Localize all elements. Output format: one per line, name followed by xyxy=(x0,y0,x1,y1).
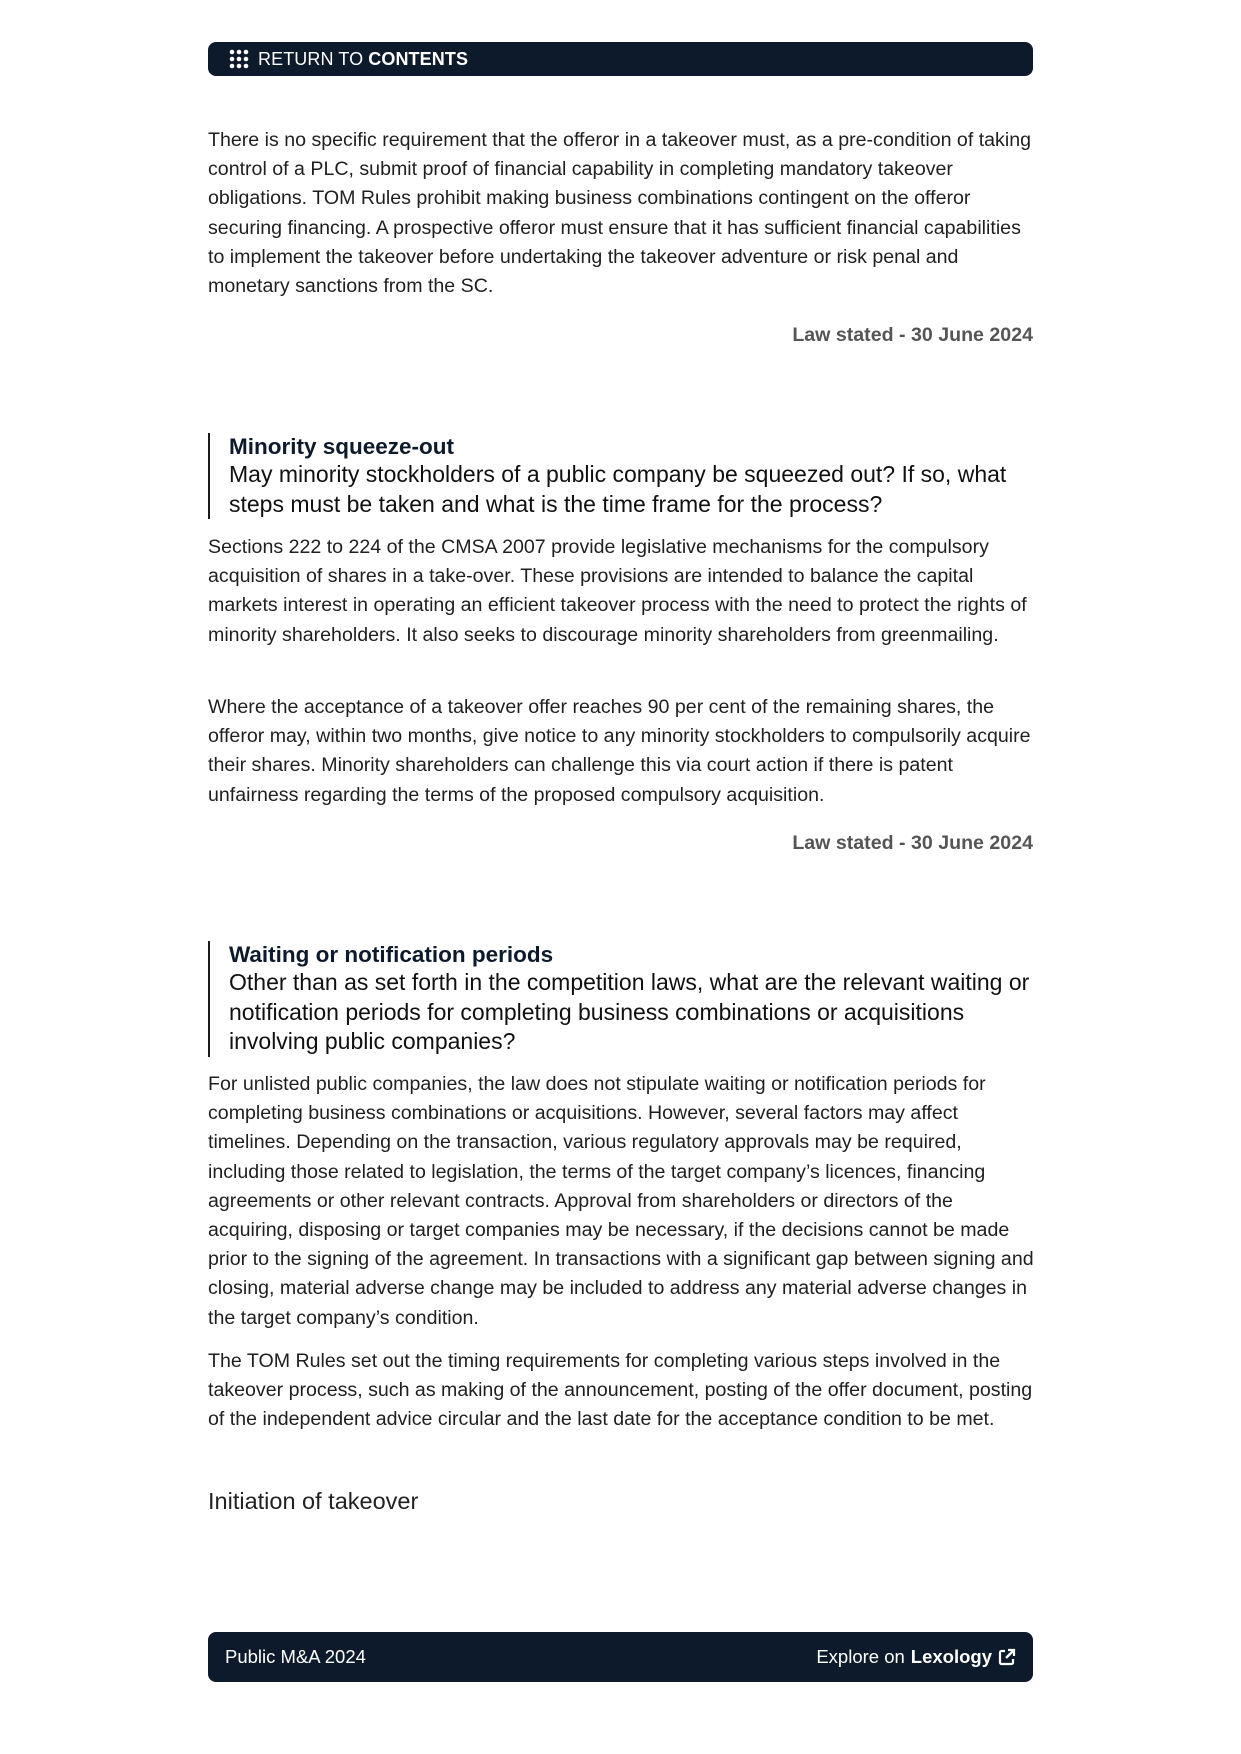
intro-paragraph: There is no specific requirement that the offeror in a takeover must, as a pre-condition of taking control of a PLC, submit proof of financial capability in completing mandatory takeover obligations. TOM Rules prohibit making business combinations contingent on the offeror securing financing. A prospective offeror must ensure that it has sufficient financial capabilities to implement the takeover before undertaking the takeover adventure or risk penal and monetary sanctions from the SC. xyxy=(208,129,1032,298)
section-question: May minority stockholders of a public company be squeezed out? If so, what steps must be taken and what is the time frame for the process? xyxy=(229,461,1007,517)
question-block-waiting-periods xyxy=(208,941,1039,1057)
section-title: Waiting or notification periods xyxy=(229,942,554,967)
return-label: RETURN TO xyxy=(258,48,364,69)
section-question: Other than as set forth in the competition laws, what are the relevant waiting or notification periods for completing business combinations or acquisitions involving public companies? xyxy=(229,969,1030,1054)
footer-bar xyxy=(208,1632,1033,1682)
law-stated: Law stated - 30 June 2024 xyxy=(792,832,1033,854)
paragraph: The TOM Rules set out the timing requirements for completing various steps involved in the takeover process, such as making of the announcement, posting of the offer document, posting of the independent advice circular and the last date for the acceptance condition to be met. xyxy=(208,1350,1033,1431)
question-block-minority-squeeze-out xyxy=(208,433,1039,519)
grid-icon xyxy=(229,49,249,69)
brand-name: Lexology xyxy=(910,1646,992,1667)
return-to-contents-bar[interactable] xyxy=(208,42,1033,76)
subheading: Initiation of takeover xyxy=(208,1488,419,1514)
external-link-icon xyxy=(998,1648,1016,1666)
paragraph: Sections 222 to 224 of the CMSA 2007 provide legislative mechanisms for the compulsory acquisition of shares in a take-over. These provisions are intended to balance the capital markets interest in operating an efficient takeover process with the need to protect the rights of minority shareholders. It also seeks to discourage minority shareholders from greenmailing. xyxy=(208,536,1027,646)
publication-title: Public M&A 2024 xyxy=(225,1646,366,1667)
paragraph: Where the acceptance of a takeover offer reaches 90 per cent of the remaining shares, the offeror may, within two months, give notice to any minority stockholders to compulsorily acquire their shares. Minority shareholders can challenge this via court action if there is patent unfairness regarding the terms of the proposed compulsory acquisition. xyxy=(208,696,1031,806)
law-stated: Law stated - 30 June 2024 xyxy=(792,324,1033,346)
paragraph: For unlisted public companies, the law does not stipulate waiting or notification periods for completing business combinations or acquisitions. However, several factors may affect timelines. Depending on the transaction, various regulatory approvals may be required, including those related to legislation, the terms of the target company’s licences, financing agreements or other relevant contracts. Approval from shareholders or directors of the acquiring, disposing or target companies may be necessary, if the decisions cannot be made prior to the signing of the agreement. In transactions with a significant gap between signing and closing, material adverse change may be included to address any material adverse changes in the target company’s condition. xyxy=(208,1073,1034,1329)
explore-label: Explore on xyxy=(816,1646,905,1667)
contents-label: CONTENTS xyxy=(368,48,469,69)
section-title: Minority squeeze-out xyxy=(229,434,455,459)
explore-on-lexology-link[interactable] xyxy=(816,1646,1016,1668)
